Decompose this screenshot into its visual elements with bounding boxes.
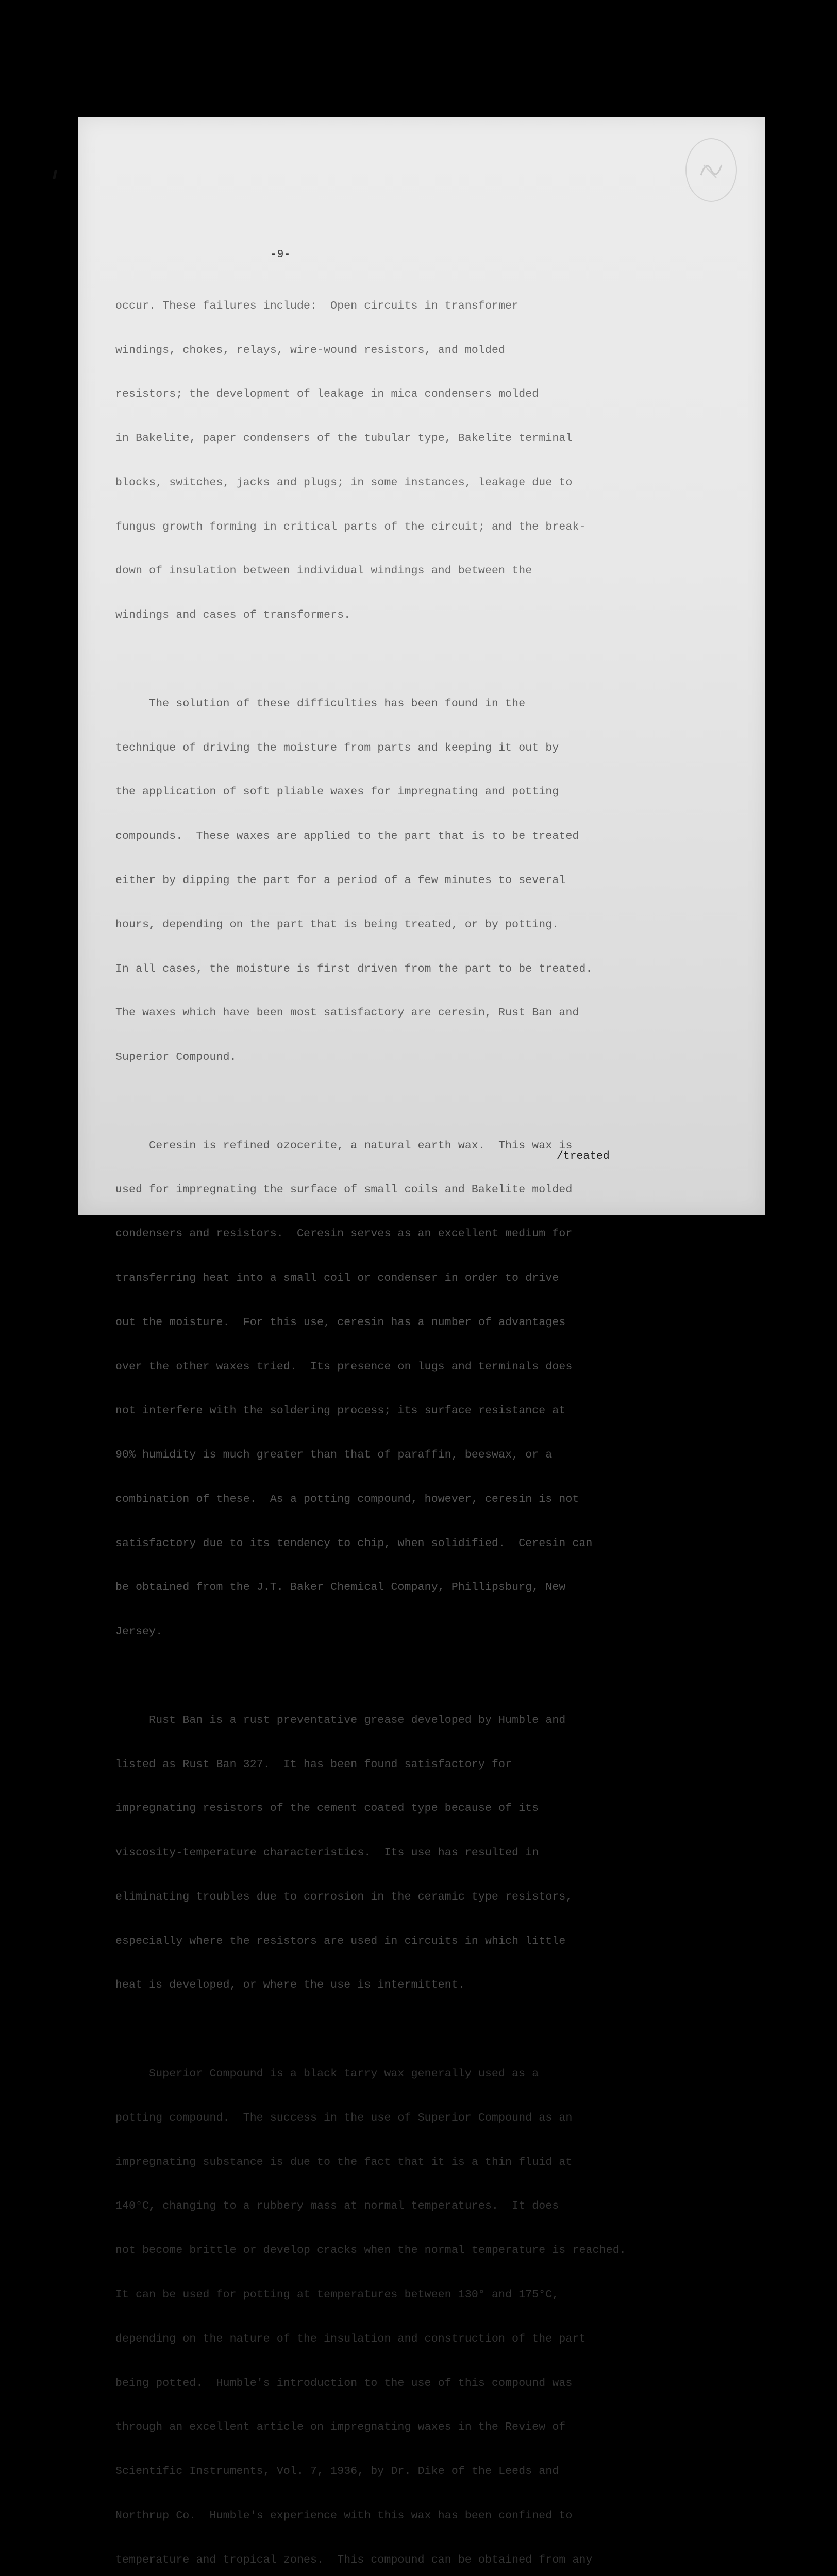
text-line: It can be used for potting at temperatures between 130° and 175°C, [115, 2288, 559, 2301]
text-line: eliminating troubles due to corrosion in the ceramic type resistors, [115, 1890, 573, 1903]
text-line: Jersey. [115, 1625, 163, 1638]
text-line: the application of soft pliable waxes for impregnating and potting [115, 786, 559, 799]
text-line: over the other waxes tried. Its presence on lugs and terminals does [115, 1360, 573, 1373]
text-line: occur. These failures include: Open circuits in transformer [115, 299, 519, 312]
text-line: not become brittle or develop cracks when the normal temperature is reached. [115, 2244, 626, 2257]
text-line: hours, depending on the part that is being treated, or by potting. [115, 918, 559, 931]
text-line: The waxes which have been most satisfactory are ceresin, Rust Ban and [115, 1007, 579, 1020]
text-line: Rust Ban is a rust preventative grease developed by Humble and [115, 1714, 566, 1726]
text-line: viscosity-temperature characteristics. Its use has resulted in [115, 1846, 539, 1859]
text-line: out the moisture. For this use, ceresin has a number of advantages [115, 1316, 566, 1329]
continuation-catchword: /treated [557, 1150, 610, 1162]
text-line: Northrup Co. Humble's experience with this wax has been confined to [115, 2509, 573, 2522]
text-line: impregnating resistors of the cement coated type because of its [115, 1802, 539, 1815]
text-line: be obtained from the J.T. Baker Chemical Company, Phillipsburg, New [115, 1581, 566, 1594]
text-line: The solution of these difficulties has been found in the [115, 697, 526, 710]
paragraph [115, 269, 724, 652]
text-line: either by dipping the part for a period of a few minutes to several [115, 874, 566, 887]
text-line: Superior Compound. [115, 1051, 237, 1064]
document-body [115, 247, 724, 2576]
text-line: depending on the nature of the insulation and construction of the part [115, 2332, 586, 2345]
margin-mark [53, 170, 57, 179]
text-line: In all cases, the moisture is first driven from the part to be treated. [115, 962, 593, 975]
text-line: 140°C, changing to a rubbery mass at normal temperatures. It does [115, 2200, 559, 2213]
stamp-mark-icon [696, 155, 727, 185]
text-line: in Bakelite, paper condensers of the tubular type, Bakelite terminal [115, 432, 573, 445]
text-line: being potted. Humble's introduction to the use of this compound was [115, 2377, 573, 2389]
text-line: impregnating substance is due to the fact that it is a thin fluid at [115, 2156, 573, 2168]
text-line: potting compound. The success in the use of Superior Compound as an [115, 2111, 573, 2124]
text-line: Ceresin is refined ozocerite, a natural earth wax. This wax is [115, 1139, 573, 1152]
text-line: Superior Compound is a black tarry wax generally used as a [115, 2067, 539, 2080]
page-number: -9- [270, 248, 291, 261]
paragraph [115, 2037, 724, 2576]
text-line: especially where the resistors are used in circuits in which little [115, 1935, 566, 1947]
text-line: not interfere with the soldering process; its surface resistance at [115, 1404, 566, 1417]
paragraph [115, 667, 724, 1094]
text-line: 90% humidity is much greater than that of paraffin, beeswax, or a [115, 1449, 553, 1462]
text-line: through an excellent article on impregnating waxes in the Review of [115, 2421, 566, 2434]
text-line: technique of driving the moisture from parts and keeping it out by [115, 741, 559, 754]
paragraph [115, 1109, 724, 1669]
text-line: resistors; the development of leakage in mica condensers molded [115, 388, 539, 401]
text-line: satisfactory due to its tendency to chip, when solidified. Ceresin can [115, 1537, 593, 1550]
text-line: compounds. These waxes are applied to the part that is to be treated [115, 830, 579, 843]
text-line: transferring heat into a small coil or condenser in order to drive [115, 1272, 559, 1284]
text-line: fungus growth forming in critical parts of the circuit; and the break- [115, 520, 586, 533]
text-line: listed as Rust Ban 327. It has been found satisfactory for [115, 1758, 512, 1771]
text-line: condensers and resistors. Ceresin serves as an excellent medium for [115, 1228, 573, 1241]
text-line: down of insulation between individual windings and between the [115, 565, 532, 578]
text-line: windings and cases of transformers. [115, 609, 351, 622]
paragraph [115, 1684, 724, 2023]
text-line: temperature and tropical zones. This compound can be obtained from any [115, 2553, 593, 2566]
text-line: used for impregnating the surface of small coils and Bakelite molded [115, 1183, 573, 1196]
text-line: windings, chokes, relays, wire-wound resistors, and molded [115, 344, 506, 357]
text-line: combination of these. As a potting compound, however, ceresin is not [115, 1493, 579, 1505]
text-line: heat is developed, or where the use is intermittent. [115, 1979, 465, 1992]
text-line: Scientific Instruments, Vol. 7, 1936, by Dr. Dike of the Leeds and [115, 2465, 559, 2478]
text-line: blocks, switches, jacks and plugs; in some instances, leakage due to [115, 476, 573, 489]
archive-stamp [685, 138, 737, 202]
